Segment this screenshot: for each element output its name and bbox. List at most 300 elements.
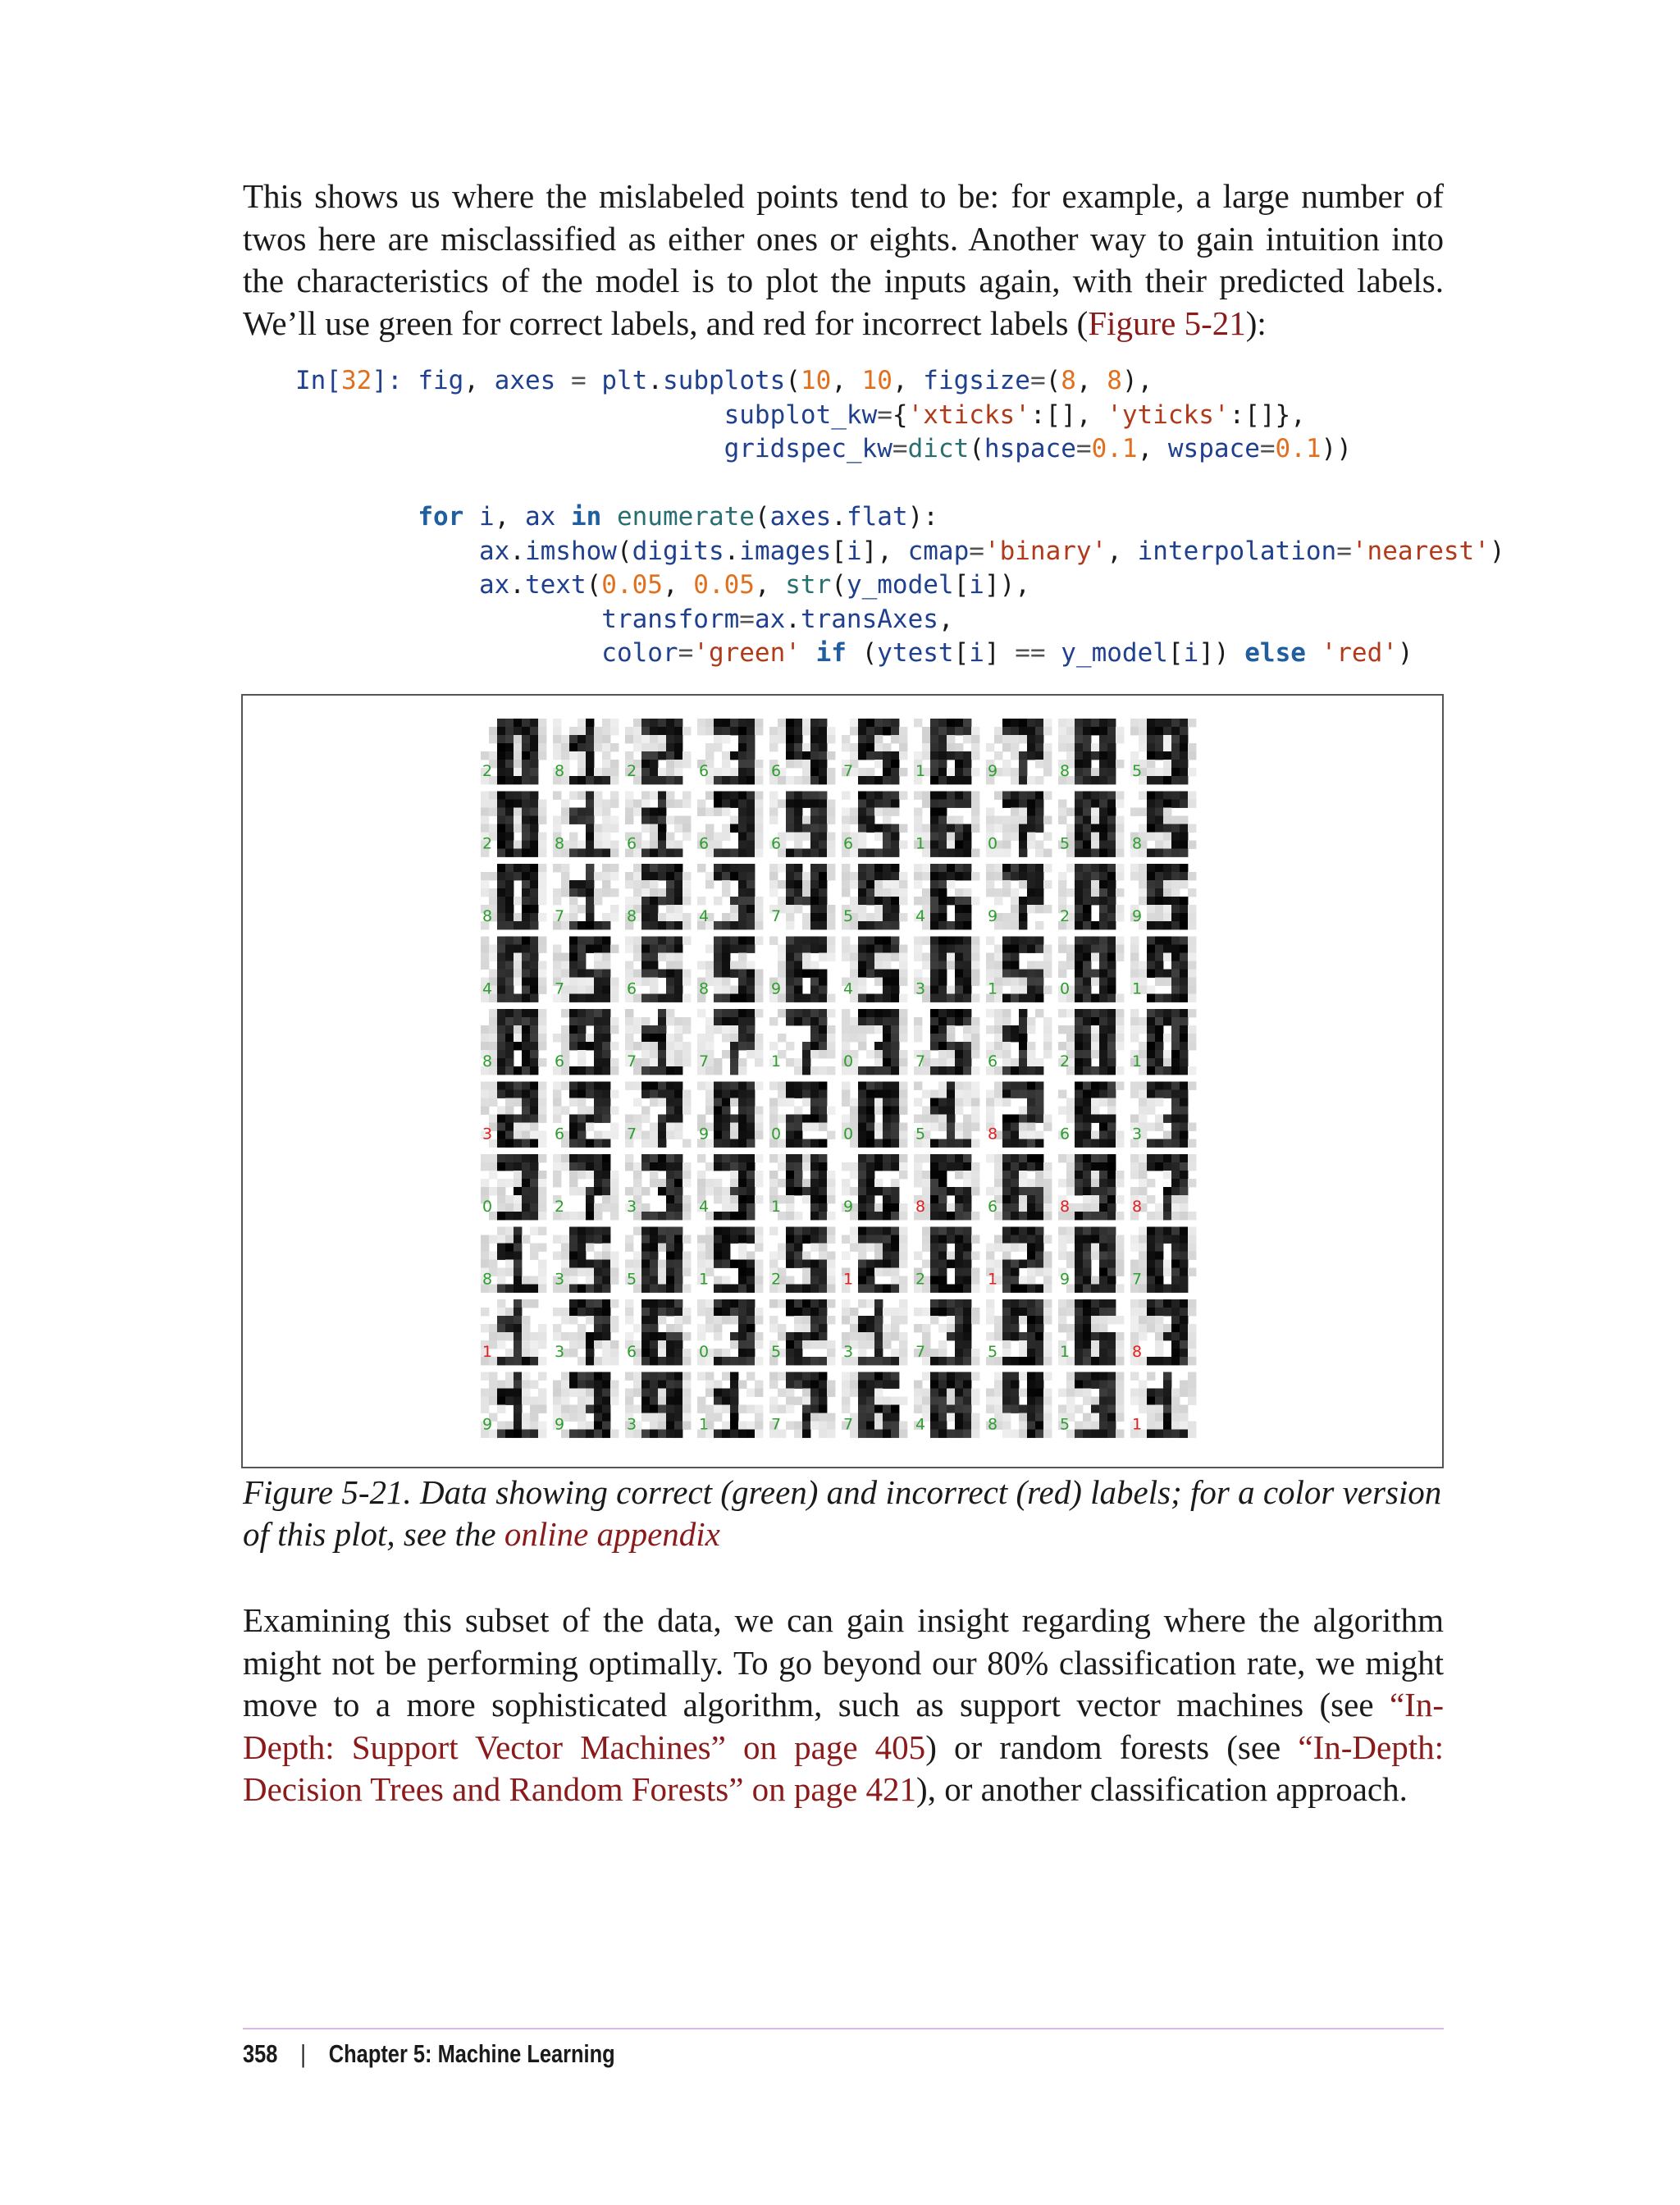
digit-pixel: [522, 816, 530, 824]
digit-pixel: [569, 978, 578, 986]
digit-pixel: [1043, 1268, 1052, 1276]
digit-pixel: [610, 1203, 619, 1212]
digit-pixel: [1116, 841, 1124, 849]
digit-pixel: [674, 1195, 682, 1203]
digit-pixel: [1099, 1025, 1107, 1034]
digit-pixel: [755, 1285, 763, 1293]
digit-pixel: [514, 1389, 522, 1397]
digit-pixel: [1171, 760, 1180, 768]
digit-pixel: [810, 1162, 819, 1171]
digit-pixel: [930, 1107, 938, 1115]
digit-pixel: [922, 1115, 930, 1123]
digit-pixel: [819, 849, 827, 857]
digit-pixel: [538, 897, 546, 905]
digit-pixel: [786, 1058, 794, 1066]
digit-pixel: [722, 1107, 730, 1115]
digit-pixel: [883, 1227, 891, 1235]
digit-pixel: [914, 1308, 922, 1316]
digit-pixel: [578, 1285, 586, 1293]
digit-pixel: [1091, 1154, 1099, 1162]
digit-pixel: [674, 1050, 682, 1058]
digit-pixel: [569, 897, 578, 905]
digit-pixel: [955, 1131, 963, 1139]
digit-pixel: [922, 751, 930, 760]
digit-pixel: [641, 751, 650, 760]
digit-pixel: [610, 1017, 619, 1025]
digit-pixel: [569, 1413, 578, 1422]
digit-pixel: [1099, 994, 1107, 1002]
digit-pixel: [497, 905, 505, 913]
incorrect-label: 8: [915, 1198, 926, 1216]
digit-pixel: [1091, 1340, 1099, 1349]
digit-pixel: [858, 792, 866, 800]
digit-pixel: [625, 727, 633, 735]
digit-pixel: [827, 735, 835, 743]
digit-pixel: [883, 1162, 891, 1171]
digit-pixel: [1035, 727, 1043, 735]
digit-pixel: [1180, 1316, 1188, 1324]
digit-pixel: [755, 1107, 763, 1115]
digit-pixel: [730, 1009, 738, 1017]
digit-pixel: [714, 1244, 722, 1252]
digit-pixel: [682, 1058, 691, 1066]
digit-pixel: [963, 1017, 971, 1025]
digit-pixel: [866, 1203, 874, 1212]
digit-pixel: [794, 897, 802, 905]
digit-pixel: [658, 808, 666, 816]
digit-pixel: [489, 1171, 497, 1179]
digit-pixel: [858, 1154, 866, 1162]
digit-pixel: [674, 1340, 682, 1349]
digit-pixel: [899, 1107, 907, 1115]
digit-pixel: [610, 849, 619, 857]
digit-pixel: [1091, 1162, 1099, 1171]
digit-pixel: [1099, 1009, 1107, 1017]
digit-pixel: [658, 743, 666, 751]
digit-pixel: [730, 937, 738, 945]
digit-pixel: [674, 1203, 682, 1212]
digit-pixel: [1099, 833, 1107, 841]
digit-pixel: [827, 808, 835, 816]
digit-pixel: [641, 994, 650, 1002]
digit-pixel: [1147, 1058, 1155, 1066]
digit-pixel: [947, 986, 955, 994]
digit-pixel: [481, 888, 489, 897]
digit-pixel: [938, 945, 947, 953]
figure-reference-link[interactable]: Figure 5-21: [1088, 304, 1246, 342]
digit-pixel: [1002, 1260, 1011, 1268]
digit-pixel: [674, 1324, 682, 1332]
digit-pixel: [947, 792, 955, 800]
digit-pixel: [947, 1203, 955, 1212]
digit-pixel: [827, 1025, 835, 1034]
digit-pixel: [1171, 1025, 1180, 1034]
digit-pixel: [866, 1195, 874, 1203]
digit-pixel: [842, 1332, 850, 1340]
digit-pixel: [755, 1244, 763, 1252]
digit-pixel: [538, 1324, 546, 1332]
digit-pixel: [938, 727, 947, 735]
digit-pixel: [883, 1017, 891, 1025]
digit-pixel: [858, 1179, 866, 1187]
digit-pixel: [1035, 986, 1043, 994]
digit-pixel: [569, 953, 578, 961]
digit-pixel: [553, 961, 561, 970]
digit-pixel: [842, 1179, 850, 1187]
digit-pixel: [1035, 872, 1043, 880]
digit-pixel: [930, 1260, 938, 1268]
digit-pixel: [658, 1389, 666, 1397]
digit-pixel: [522, 1131, 530, 1139]
digit-pixel: [497, 953, 505, 961]
digit-pixel: [705, 1260, 714, 1268]
digit-pixel: [1083, 1276, 1091, 1285]
digit-pixel: [1019, 880, 1027, 888]
correct-label: 8: [482, 907, 493, 925]
digit-pixel: [1099, 1357, 1107, 1365]
digit-pixel: [1027, 1098, 1035, 1107]
digit-pixel: [522, 1372, 530, 1381]
digit-pixel: [827, 1227, 835, 1235]
digit-pixel: [1147, 743, 1155, 751]
digit-pixel: [891, 1154, 899, 1162]
digit-pixel: [722, 1308, 730, 1316]
digit-pixel: [674, 913, 682, 921]
digit-pixel: [819, 800, 827, 808]
digit-pixel: [802, 888, 810, 897]
digit-pixel: [1066, 1042, 1075, 1050]
digit-pixel: [1083, 735, 1091, 743]
digit-pixel: [650, 945, 658, 953]
digit-pixel: [658, 1397, 666, 1405]
digit-pixel: [650, 872, 658, 880]
digit-pixel: [971, 1034, 979, 1042]
digit-pixel: [497, 986, 505, 994]
digit-pixel: [986, 1308, 994, 1316]
digit-pixel: [746, 1171, 755, 1179]
digit-pixel: [874, 1082, 883, 1090]
digit-pixel: [578, 945, 586, 953]
digit-pixel: [497, 1139, 505, 1148]
digit-pixel: [786, 1123, 794, 1131]
digit-pixel: [1130, 727, 1139, 735]
digit-pixel: [682, 970, 691, 978]
digit-pixel: [1155, 1154, 1163, 1162]
digit-pixel: [802, 897, 810, 905]
digit-pixel: [1035, 776, 1043, 784]
digit-pixel: [1171, 768, 1180, 776]
digit-pixel: [586, 1422, 594, 1430]
digit-pixel: [514, 1123, 522, 1131]
digit-pixel: [1083, 1171, 1091, 1179]
digit-pixel: [610, 1357, 619, 1365]
digit-pixel: [994, 1187, 1002, 1195]
digit-pixel: [899, 727, 907, 735]
digit-pixel: [497, 945, 505, 953]
digit-pixel: [819, 913, 827, 921]
digit-pixel: [802, 1324, 810, 1332]
digit-pixel: [578, 1340, 586, 1349]
digit-pixel: [705, 743, 714, 751]
digit-pixel: [786, 1195, 794, 1203]
digit-pixel: [514, 1276, 522, 1285]
digit-pixel: [1066, 864, 1075, 872]
digit-pixel: [802, 945, 810, 953]
digit-cell: [481, 1227, 546, 1293]
digit-pixel: [1171, 945, 1180, 953]
digit-pixel: [610, 1252, 619, 1260]
digit-pixel: [594, 1034, 602, 1042]
digit-pixel: [1002, 760, 1011, 768]
digit-pixel: [963, 1316, 971, 1324]
digit-pixel: [530, 808, 538, 816]
digit-pixel: [1163, 1162, 1171, 1171]
digit-pixel: [914, 1154, 922, 1162]
digit-pixel: [714, 1299, 722, 1308]
digit-pixel: [530, 986, 538, 994]
digit-pixel: [578, 986, 586, 994]
digit-pixel: [530, 1357, 538, 1365]
digit-pixel: [955, 1308, 963, 1316]
digit-pixel: [674, 776, 682, 784]
digit-pixel: [1130, 1244, 1139, 1252]
digit-pixel: [602, 872, 610, 880]
digit-pixel: [1002, 1009, 1011, 1017]
digit-pixel: [1107, 1244, 1116, 1252]
digit-pixel: [1002, 1357, 1011, 1365]
digit-pixel: [810, 1340, 819, 1349]
digit-pixel: [819, 841, 827, 849]
digit-pixel: [674, 1285, 682, 1293]
digit-pixel: [778, 953, 786, 961]
digit-pixel: [746, 945, 755, 953]
digit-pixel: [922, 1235, 930, 1244]
digit-pixel: [1019, 727, 1027, 735]
digit-pixel: [746, 1090, 755, 1098]
digit-pixel: [666, 1308, 674, 1316]
digit-pixel: [1171, 913, 1180, 921]
digit-pixel: [610, 1107, 619, 1115]
digit-cell: [986, 1009, 1052, 1075]
digit-pixel: [938, 1187, 947, 1195]
digit-pixel: [883, 880, 891, 888]
digit-pixel: [802, 1357, 810, 1365]
digit-pixel: [553, 1162, 561, 1171]
digit-pixel: [658, 1349, 666, 1357]
digit-pixel: [1083, 1107, 1091, 1115]
digit-pixel: [658, 824, 666, 833]
digit-pixel: [827, 1276, 835, 1285]
digit-pixel: [1155, 921, 1163, 929]
digit-pixel: [666, 864, 674, 872]
digit-pixel: [714, 1235, 722, 1244]
digit-pixel: [1066, 735, 1075, 743]
intro-text: This shows us where the mislabeled points tend to be: for example, a large number of twos here are misclassified as either ones or eights. Another way to gain intuition into the characteristics of the model is to plot the inputs again, with their predicted labels. We’ll use green for correct labels, and red for incorrect labels (: [243, 177, 1444, 342]
digit-pixel: [1180, 743, 1188, 751]
digit-pixel: [971, 937, 979, 945]
digit-pixel: [794, 719, 802, 727]
digit-pixel: [850, 961, 858, 970]
digit-pixel: [1099, 937, 1107, 945]
digit-pixel: [947, 880, 955, 888]
digit-pixel: [522, 1316, 530, 1324]
digit-pixel: [947, 1034, 955, 1042]
digit-pixel: [489, 1389, 497, 1397]
digit-pixel: [1147, 849, 1155, 857]
digit-pixel: [514, 1349, 522, 1357]
digit-pixel: [586, 897, 594, 905]
digit-pixel: [1099, 735, 1107, 743]
digit-pixel: [514, 808, 522, 816]
digit-pixel: [746, 768, 755, 776]
digit-pixel: [947, 1090, 955, 1098]
digit-pixel: [1011, 808, 1019, 816]
digit-pixel: [769, 808, 778, 816]
digit-pixel: [697, 1034, 705, 1042]
digit-pixel: [891, 978, 899, 986]
digit-pixel: [610, 1171, 619, 1179]
digit-pixel: [578, 1034, 586, 1042]
digit-pixel: [802, 1098, 810, 1107]
digit-pixel: [866, 743, 874, 751]
digit-pixel: [1043, 1316, 1052, 1324]
digit-pixel: [514, 1154, 522, 1162]
digit-pixel: [883, 1042, 891, 1050]
digit-pixel: [530, 888, 538, 897]
digit-pixel: [938, 1308, 947, 1316]
digit-pixel: [1091, 1090, 1099, 1098]
digit-pixel: [802, 994, 810, 1002]
digit-pixel: [819, 945, 827, 953]
digit-pixel: [1083, 994, 1091, 1002]
digit-pixel: [794, 1235, 802, 1244]
digit-pixel: [586, 1212, 594, 1220]
digit-pixel: [505, 1123, 514, 1131]
digit-pixel: [553, 727, 561, 735]
digit-pixel: [1083, 937, 1091, 945]
digit-pixel: [786, 743, 794, 751]
digit-pixel: [850, 970, 858, 978]
digit-pixel: [866, 792, 874, 800]
digit-pixel: [538, 719, 546, 727]
digit-pixel: [1171, 1349, 1180, 1357]
digit-pixel: [561, 800, 569, 808]
digit-pixel: [625, 816, 633, 824]
correct-label: 5: [915, 1125, 926, 1144]
digit-pixel: [1188, 1268, 1196, 1276]
digit-pixel: [883, 1235, 891, 1244]
digit-pixel: [569, 1066, 578, 1075]
digit-pixel: [514, 1115, 522, 1123]
digit-pixel: [1107, 921, 1116, 929]
digit-pixel: [1139, 1260, 1147, 1268]
digit-pixel: [522, 1082, 530, 1090]
digit-pixel: [705, 1324, 714, 1332]
digit-pixel: [578, 1413, 586, 1422]
digit-pixel: [650, 1050, 658, 1058]
digit-pixel: [514, 768, 522, 776]
digit-pixel: [819, 1235, 827, 1244]
digit-pixel: [650, 994, 658, 1002]
digit-pixel: [858, 1316, 866, 1324]
digit-pixel: [578, 1171, 586, 1179]
digit-pixel: [514, 1090, 522, 1098]
digit-pixel: [883, 1025, 891, 1034]
digit-pixel: [641, 1082, 650, 1090]
digit-pixel: [1027, 833, 1035, 841]
digit-pixel: [819, 1154, 827, 1162]
digit-pixel: [1035, 1260, 1043, 1268]
digit-cell: [553, 719, 619, 784]
digit-pixel: [786, 1154, 794, 1162]
digit-pixel: [922, 1324, 930, 1332]
digit-pixel: [514, 1372, 522, 1381]
digit-pixel: [1075, 727, 1083, 735]
digit-pixel: [633, 735, 641, 743]
digit-pixel: [1083, 1235, 1091, 1244]
digit-pixel: [1019, 1017, 1027, 1025]
digit-pixel: [705, 824, 714, 833]
digit-pixel: [658, 897, 666, 905]
digit-pixel: [891, 1285, 899, 1293]
digit-pixel: [714, 841, 722, 849]
digit-pixel: [1075, 961, 1083, 970]
digit-pixel: [569, 1115, 578, 1123]
digit-pixel: [1019, 897, 1027, 905]
digit-pixel: [1019, 1154, 1027, 1162]
digit-pixel: [769, 1227, 778, 1235]
digit-pixel: [802, 872, 810, 880]
digit-pixel: [538, 743, 546, 751]
digit-pixel: [827, 849, 835, 857]
digit-pixel: [578, 1299, 586, 1308]
digit-pixel: [538, 808, 546, 816]
digit-pixel: [538, 1195, 546, 1203]
digit-pixel: [827, 1357, 835, 1365]
digit-pixel: [1075, 888, 1083, 897]
digit-pixel: [666, 1299, 674, 1308]
digit-pixel: [594, 1324, 602, 1332]
digit-pixel: [625, 792, 633, 800]
digit-pixel: [633, 1260, 641, 1268]
digit-pixel: [1147, 1017, 1155, 1025]
digit-pixel: [682, 824, 691, 833]
digit-pixel: [1035, 1058, 1043, 1066]
digit-pixel: [610, 760, 619, 768]
digit-pixel: [971, 727, 979, 735]
digit-pixel: [722, 1252, 730, 1260]
digit-cell: [1130, 719, 1196, 784]
digit-pixel: [1171, 1154, 1180, 1162]
digit-pixel: [930, 1349, 938, 1357]
digit-pixel: [514, 841, 522, 849]
digit-pixel: [1027, 1107, 1035, 1115]
digit-pixel: [1019, 1179, 1027, 1187]
digit-pixel: [514, 1260, 522, 1268]
digit-pixel: [1027, 1042, 1035, 1050]
digit-pixel: [1163, 1017, 1171, 1025]
digit-pixel: [578, 1430, 586, 1438]
digit-pixel: [971, 1050, 979, 1058]
digit-pixel: [610, 1268, 619, 1276]
digit-pixel: [738, 1268, 746, 1276]
digit-pixel: [971, 1268, 979, 1276]
digit-pixel: [666, 768, 674, 776]
digit-pixel: [858, 751, 866, 760]
digit-pixel: [578, 719, 586, 727]
digit-pixel: [866, 937, 874, 945]
digit-pixel: [899, 1308, 907, 1316]
